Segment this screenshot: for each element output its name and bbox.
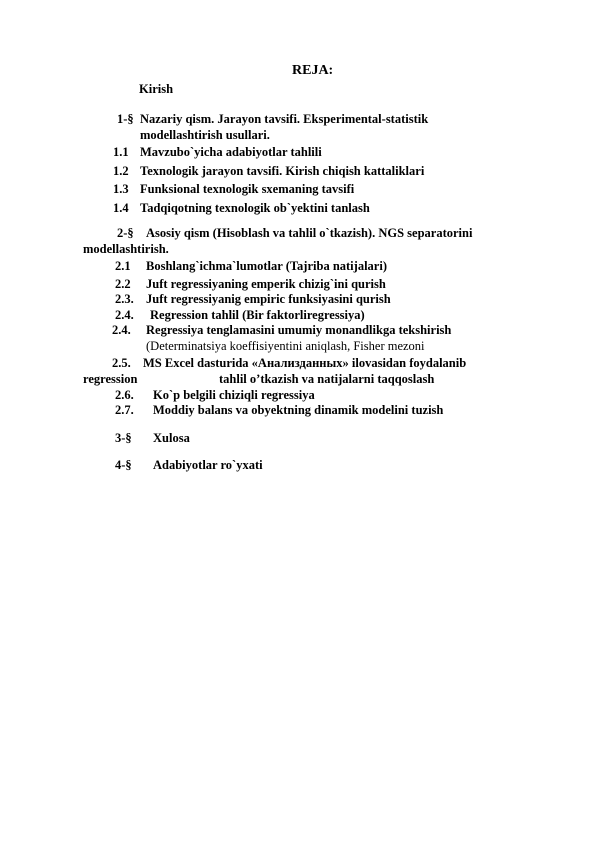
item-2-4-text: Regression tahlil (Bir faktorliregressiya) — [150, 308, 365, 322]
item-1-1-text: Mavzubo`yicha adabiyotlar tahlili — [140, 145, 322, 159]
item-2-7-text: Moddiy balans va obyektning dinamik modelini tuzish — [153, 403, 444, 417]
item-1-2-number: 1.2 — [113, 164, 129, 178]
item-2-5-text-line2-start: regression — [83, 372, 138, 386]
section-2-title-line1: Asosiy qism (Hisoblash va tahlil o`tkazish). NGS separatorini — [146, 226, 473, 240]
item-1-4-text: Tadqiqotning texnologik ob`yektini tanlash — [140, 201, 370, 215]
item-2-5-text-line2-end: tahlil o’tkazish va natijalarni taqqoslash — [219, 372, 435, 386]
item-1-3-text: Funksional texnologik sxemaning tavsifi — [140, 182, 355, 196]
section-4-title: Adabiyotlar ro`yxati — [153, 458, 263, 472]
item-1-2-text: Texnologik jarayon tavsifi. Kirish chiqish kattaliklari — [140, 164, 425, 178]
item-1-1-number: 1.1 — [113, 145, 129, 159]
section-1-title-line1: Nazariy qism. Jarayon tavsifi. Eksperimental-statistik — [140, 112, 429, 126]
item-2-4-number: 2.4. — [115, 308, 134, 322]
section-4-number: 4-§ — [115, 458, 132, 472]
item-2-5-text-line1: MS Excel dasturida «Анализданных» ilovasidan foydalanib — [143, 356, 467, 370]
item-2-4b-text: Regressiya tenglamasini umumiy monandlikga tekshirish — [146, 323, 452, 337]
section-2-number: 2-§ — [117, 226, 134, 240]
item-2-7-number: 2.7. — [115, 403, 134, 417]
item-2-1-number: 2.1 — [115, 259, 131, 273]
item-2-3-text: Juft regressiyanig empiric funksiyasini qurish — [146, 292, 391, 306]
item-2-5-number: 2.5. — [112, 356, 131, 370]
item-2-1-text: Boshlang`ichma`lumotlar (Tajriba natijalari) — [146, 259, 387, 273]
item-2-4b-number: 2.4. — [112, 323, 131, 337]
section-2-title-line2: modellashtirish. — [83, 242, 169, 256]
intro-heading: Kirish — [139, 82, 174, 96]
section-3-title: Xulosa — [153, 431, 190, 445]
item-2-6-number: 2.6. — [115, 388, 134, 402]
section-1-number: 1-§ — [117, 112, 134, 126]
item-2-3-number: 2.3. — [115, 292, 134, 306]
page-title: REJA: — [292, 63, 334, 78]
item-1-3-number: 1.3 — [113, 182, 129, 196]
item-2-6-text: Ko`p belgili chiziqli regressiya — [153, 388, 315, 402]
item-2-4b-note: (Determinatsiya koeffisiyentini aniqlash, Fisher mezoni — [146, 339, 425, 353]
item-2-2-number: 2.2 — [115, 277, 131, 291]
item-1-4-number: 1.4 — [113, 201, 129, 215]
section-1-title-line2: modellashtirish usullari. — [140, 128, 270, 142]
item-2-2-text: Juft regressiyaning emperik chizig`ini qurish — [146, 277, 386, 291]
section-3-number: 3-§ — [115, 431, 132, 445]
